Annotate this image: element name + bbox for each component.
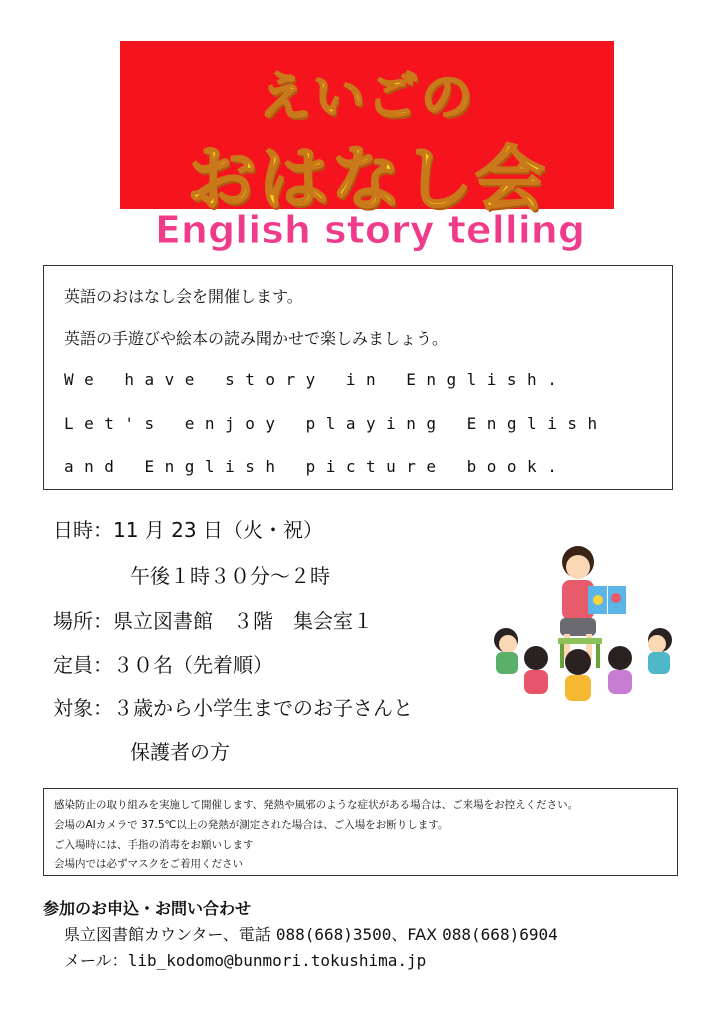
info-date <box>53 514 323 543</box>
notice-line-1: 感染防止の取り組みを実施して開催します、発熱や風邪のような症状がある場合は、ご来場をお控えください。 <box>54 799 579 811</box>
intro-english-2: Let's enjoy playing English <box>64 414 608 433</box>
contact-heading: 参加のお申込・お問い合わせ <box>43 899 252 918</box>
target-value-1: ３歳から小学生までのお子さんと <box>113 696 413 720</box>
intro-box <box>43 265 673 490</box>
info-capacity <box>53 649 273 678</box>
time-value: 午後１時３０分～２時 <box>130 564 330 588</box>
notice-line-4: 会場内では必ずマスクをご着用ください <box>54 858 243 870</box>
subtitle: English story telling <box>154 208 586 252</box>
contact-counter-label: 県立図書館カウンター、電話 <box>64 925 276 944</box>
place-label: 場所： <box>53 609 113 633</box>
target-value-2: 保護者の方 <box>130 740 230 764</box>
title-banner <box>120 41 614 220</box>
place-value: 県立図書館 ３階 集会室１ <box>113 609 373 633</box>
intro-english-3: and English picture book. <box>64 457 568 476</box>
date-label: 日時： <box>53 518 113 542</box>
info-place <box>53 605 373 634</box>
intro-japanese-2: 英語の手遊びや絵本の読み聞かせで楽しみましょう。 <box>64 329 449 348</box>
notice-box <box>43 788 678 876</box>
target-label: 対象： <box>53 696 113 720</box>
info-target <box>53 692 413 721</box>
mail-label: メール： <box>64 951 128 970</box>
storytelling-illustration <box>488 540 683 710</box>
title-line-2: おはなし会 <box>187 138 547 220</box>
title-line-1: えいごの <box>258 68 475 128</box>
intro-english-1: We have story in English. <box>64 370 568 389</box>
date-value: 11 月 23 日（火・祝） <box>113 518 323 542</box>
phone-number[interactable]: 088(668)3500 <box>275 925 392 944</box>
fax-number: 088(668)6904 <box>442 925 558 944</box>
contact-phone-line <box>64 922 558 945</box>
email-link[interactable]: lib_kodomo@bunmori.tokushima.jp <box>127 951 427 970</box>
intro-japanese-1: 英語のおはなし会を開催します。 <box>64 287 303 306</box>
notice-line-3: ご入場時には、手指の消毒をお願いします <box>54 839 254 851</box>
contact-mail-line <box>64 948 426 971</box>
capacity-value: ３０名（先着順） <box>113 653 273 677</box>
capacity-label: 定員： <box>53 653 113 677</box>
fax-label: 、FAX <box>391 925 443 944</box>
notice-line-2: 会場のAIカメラで 37.5℃以上の発熱が測定された場合は、ご入場をお断りします。 <box>54 819 449 831</box>
